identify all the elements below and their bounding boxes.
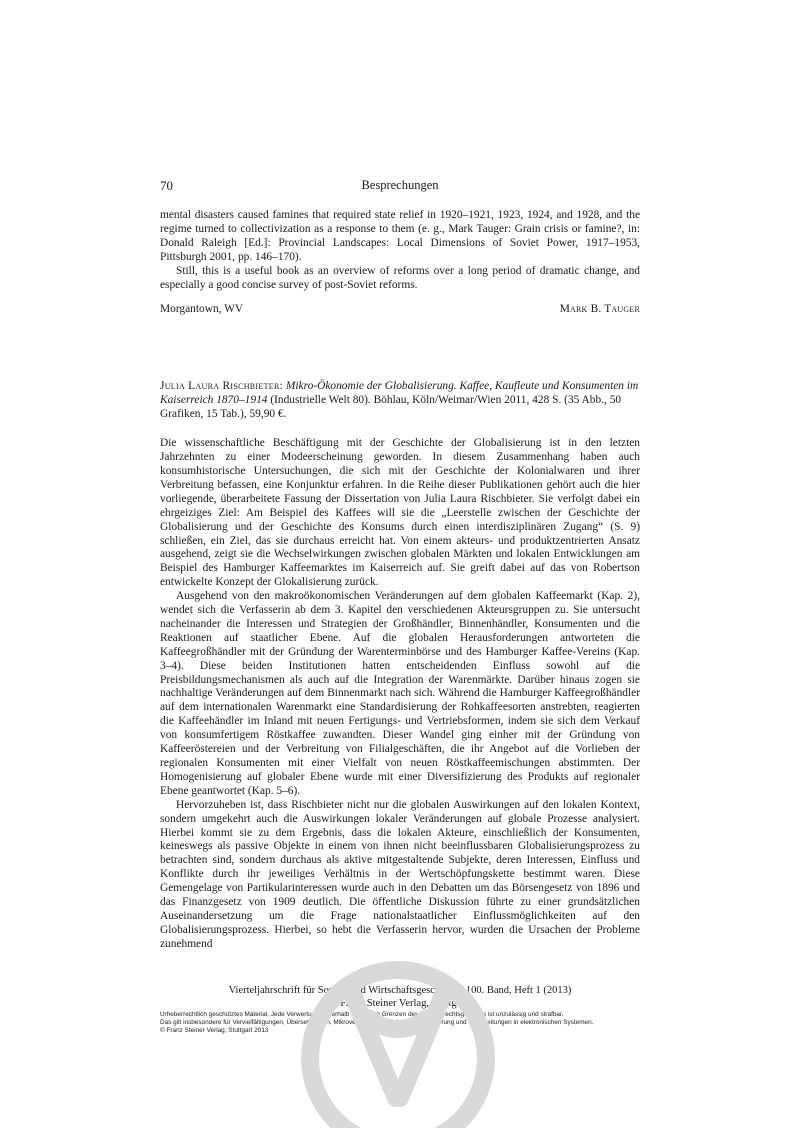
- review-body: [160, 437, 640, 952]
- book-author: Julia Laura Rischbieter:: [160, 380, 284, 393]
- review-paragraph: Die wissenschaftliche Beschäftigung mit der Geschichte der Globalisierung ist in den letzten Jahrzehnten zu einer Modeerscheinung geworden. In diesem Zusammenhang haben auch konsumhistorische Untersuchungen, die sich mit der Geschichte der Kolonialwaren und ihrer Verbreitung befassen, eine Konjunktur erfahren. In die Reihe dieser Publikationen gehört auch die hier vorliegende, überarbeitete Fassung der Dissertation von Julia Laura Rischbieter. Sie verfolgt dabei ein ehrgeiziges Ziel: Am Beispiel des Kaffees will sie die „Leerstelle zwischen der Geschichte der Globalisierung und der Geschichte des Konsums durch einen interdisziplinären Zugang“ (S. 9) schließen, ein Ziel, das sie durchaus erreicht hat. Von einem akteurs- und produktzentrierten Ansatz ausgehend, zeigt sie die Wechselwirkungen zwischen globalen Märkten und lokalen Entwicklungen am Beispiel des Hamburger Kaffeemarktes im Kaiserreich auf. Sie greift dabei auf das von Robertson entwickelte Konzept der Glokalisierung zurück.: [160, 437, 640, 589]
- page-number: 70: [160, 178, 173, 193]
- journal-citation: Vierteljahrschrift für Sozial- und Wirtschaftsgeschichte, 100. Band, Heft 1 (2013): [228, 985, 572, 996]
- book-details: (Industrielle Welt 80). Böhlau, Köln/Weimar/Wien 2011, 428 S. (35 Abb., 50 Grafiken, 15 Tab.), 59,90 €.: [160, 394, 622, 421]
- previous-review-paragraph: mental disasters caused famines that required state relief in 1920–1921, 1923, 1924, and 1928, and the regime turned to collectivization as a response to them (e. g., Mark Tauger: Grain crisis or famine?, in: Donald Raleigh [Ed.]: Provincial Landscapes: Local Dimensions of Soviet Power, 1917–1953, Pittsburgh 2001, pp. 146–170).: [160, 209, 640, 263]
- previous-review-paragraph: Still, this is a useful book as an overview of reforms over a long period of dramatic change, and especially a good concise survey of post-Soviet reforms.: [160, 264, 640, 291]
- legal-line: Das gilt insbesondere für Vervielfältigungen, Übersetzungen, Mikroverfilmungen und die Einspeicherung und Verarbeitungen in elektronischen Systemen.: [160, 1019, 594, 1026]
- running-title: Besprechungen: [361, 178, 439, 192]
- reviewer-place: Morgantown, WV: [160, 303, 244, 316]
- legal-line: Urheberrechtlich geschütztes Material. Jede Verwertung außerhalb der engen Grenzen des Urheberrechtsgesetzes ist unzulässig und strafbar.: [160, 1011, 564, 1018]
- page-header: [160, 178, 640, 194]
- review-bibliography: [160, 380, 640, 422]
- legal-notice: [160, 1011, 680, 1035]
- book-title: Mikro-Ökonomie der Globalisierung. Kaffee, Kaufleute und Konsumenten im Kaiserreich 1870–1914: [160, 380, 639, 407]
- journal-footer: [160, 985, 640, 1010]
- legal-line: © Franz Steiner Verlag, Stuttgart 2013: [160, 1027, 269, 1034]
- reviewer-signature: [160, 303, 640, 317]
- publisher-seal-watermark-icon: [288, 948, 508, 1128]
- review-paragraph: Hervorzuheben ist, dass Rischbieter nicht nur die globalen Auswirkungen auf den lokalen Kontext, sondern umgekehrt auch die Auswirkungen lokaler Veränderungen auf globale Prozesse analysiert. Hierbei kommt sie zu dem Ergebnis, dass die lokalen Akteure, einschließlich der Konsumenten, keineswegs als passive Objekte in einem von ihnen nicht beeinflussbaren Globalisierungsprozess zu betrachten sind, sondern durchaus als aktive mitgestaltende Subjekte, deren Interessen, Einfluss und Konflikte durch ihr jeweiliges Verhältnis in der Wertschöpfungskette bestimmt waren. Diese Gemengelage von Partikularinteressen wurde auch in den Debatten um das Börsengesetz von 1896 und das Finanzgesetz von 1909 deutlich. Die öffentliche Diskussion führte zu einer grundsätzlichen Auseinandersetzung um die Frage nationalstaatlicher Einflussmöglichkeiten auf den Globalisierungsprozess. Hierbei, so hebt die Verfasserin hervor, wurden die Ursachen der Probleme zunehmend: [160, 798, 640, 950]
- reviewer-name: Mark B. Tauger: [559, 303, 640, 316]
- review-paragraph: Ausgehend von den makroökonomischen Veränderungen auf dem globalen Kaffeemarkt (Kap. 2), wendet sich die Verfasserin ab dem 3. Kapitel den verschiedenen Akteursgruppen zu. Sie untersucht nacheinander die Interessen und Strategien der Großhändler, Binnenhändler, Konsumenten und die Reaktionen auf staatlicher Ebene. Auf die globalen Herausforderungen antworteten die Kaffeegroßhändler mit der Gründung der Warenterminbörse und des Hamburger Kaffee-Vereins (Kap. 3–4). Diese beiden Institutionen hatten entscheidenden Einfluss sowohl auf die Preisbildungsmechanismen als auch auf die Integration der Warenmärkte. Darüber hinaus zogen sie nachhaltige Veränderungen auf dem Binnenmarkt nach sich. Während die Hamburger Kaffeegroßhändler auf dem internationalen Warenmarkt eine Standardisierung der Rohkaffeesorten anstrebten, reagierten die Kaffeehändler im Inland mit neuen Fertigungs- und Vertriebsformen, indem sie sich dem Verkauf von konsumfertigem Röstkaffee zuwandten. Dieser Wandel ging einher mit der Gründung von Kaffeeröstereien und der Verbreitung von Filialgeschäften, die ihr Angebot auf die Vorlieben der regionalen Konsumenten mit einer Vielfalt von neuen Röstkaffeemischungen abstimmten. Der Homogenisierung auf globaler Ebene wurde mit einer Diversifizierung des Produkts auf regionaler Ebene geantwortet (Kap. 5–6).: [160, 590, 640, 797]
- page-content: [160, 209, 640, 952]
- publisher-copyright: ©Franz Steiner Verlag, Stuttgart: [332, 997, 468, 1009]
